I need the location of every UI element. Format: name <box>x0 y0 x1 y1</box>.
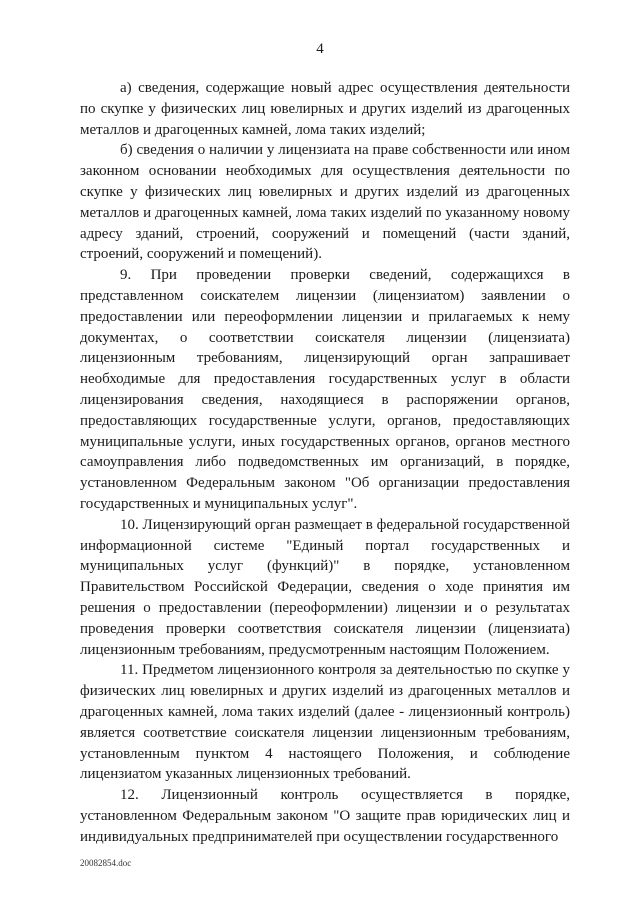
page-number: 4 <box>316 41 324 57</box>
paragraph-b: б) сведения о наличии у лицензиата на праве собственности или ином законном основании необходимых для осуществления деятельности по скупке у физических лиц ювелирных и других изделий из драгоценных металлов и драгоценных камней, лома таких изделий по указанному новому адресу зданий, строений, сооружений и помещений (части зданий, строений, сооружений и помещений). <box>80 142 570 263</box>
document-body <box>80 78 570 847</box>
paragraph-12: 12. Лицензионный контроль осуществляется в порядке, установленном Федеральным законом "О защите прав юридических лиц и индивидуальных предпринимателей при осуществлении государственного <box>80 787 570 845</box>
footer-filename: 20082854.doc <box>80 858 132 868</box>
paragraph-11: 11. Предметом лицензионного контроля за деятельностью по скупке у физических лиц ювелирных и других изделий из драгоценных металлов и драгоценных камней, лома таких изделий (далее - лицензионный контроль) является соответствие соискателя лицензии лицензионным требованиям, установленным пунктом 4 настоящего Положения, и соблюдение лицензиатом указанных лицензионных требований. <box>80 662 570 783</box>
paragraph-10: 10. Лицензирующий орган размещает в федеральной государственной информационной системе "Единый портал государственных и муниципальных услуг (функций)" в порядке, установленном Правительством Российской Федерации, сведения о ходе принятия им решения о предоставлении (переоформлении) лицензии и о результатах проведения проверки соответствия соискателя лицензии (лицензиата) лицензионным требованиям, предусмотренным настоящим Положением. <box>80 516 570 658</box>
paragraph-9: 9. При проведении проверки сведений, содержащихся в представленном соискателем лицензии (лицензиатом) заявлении о предоставлении или переоформлении лицензии и прилагаемых к нему документах, о соответствии соискателя лицензии (лицензиата) лицензионным требованиям, лицензирующий орган запрашивает необходимые для предоставления государственных услуг в области лицензирования сведения, находящиеся в распоряжении органов, предоставляющих государственные услуги, органов, предоставляющих муниципальные услуги, иных государственных органов, органов местного самоуправления либо подведомственных им организаций, в порядке, установленном Федеральным законом "Об организации предоставления государственных и муниципальных услуг". <box>80 267 570 512</box>
paragraph-a: а) сведения, содержащие новый адрес осуществления деятельности по скупке у физических лиц ювелирных и других изделий из драгоценных металлов и драгоценных камней, лома таких изделий; <box>80 80 570 138</box>
